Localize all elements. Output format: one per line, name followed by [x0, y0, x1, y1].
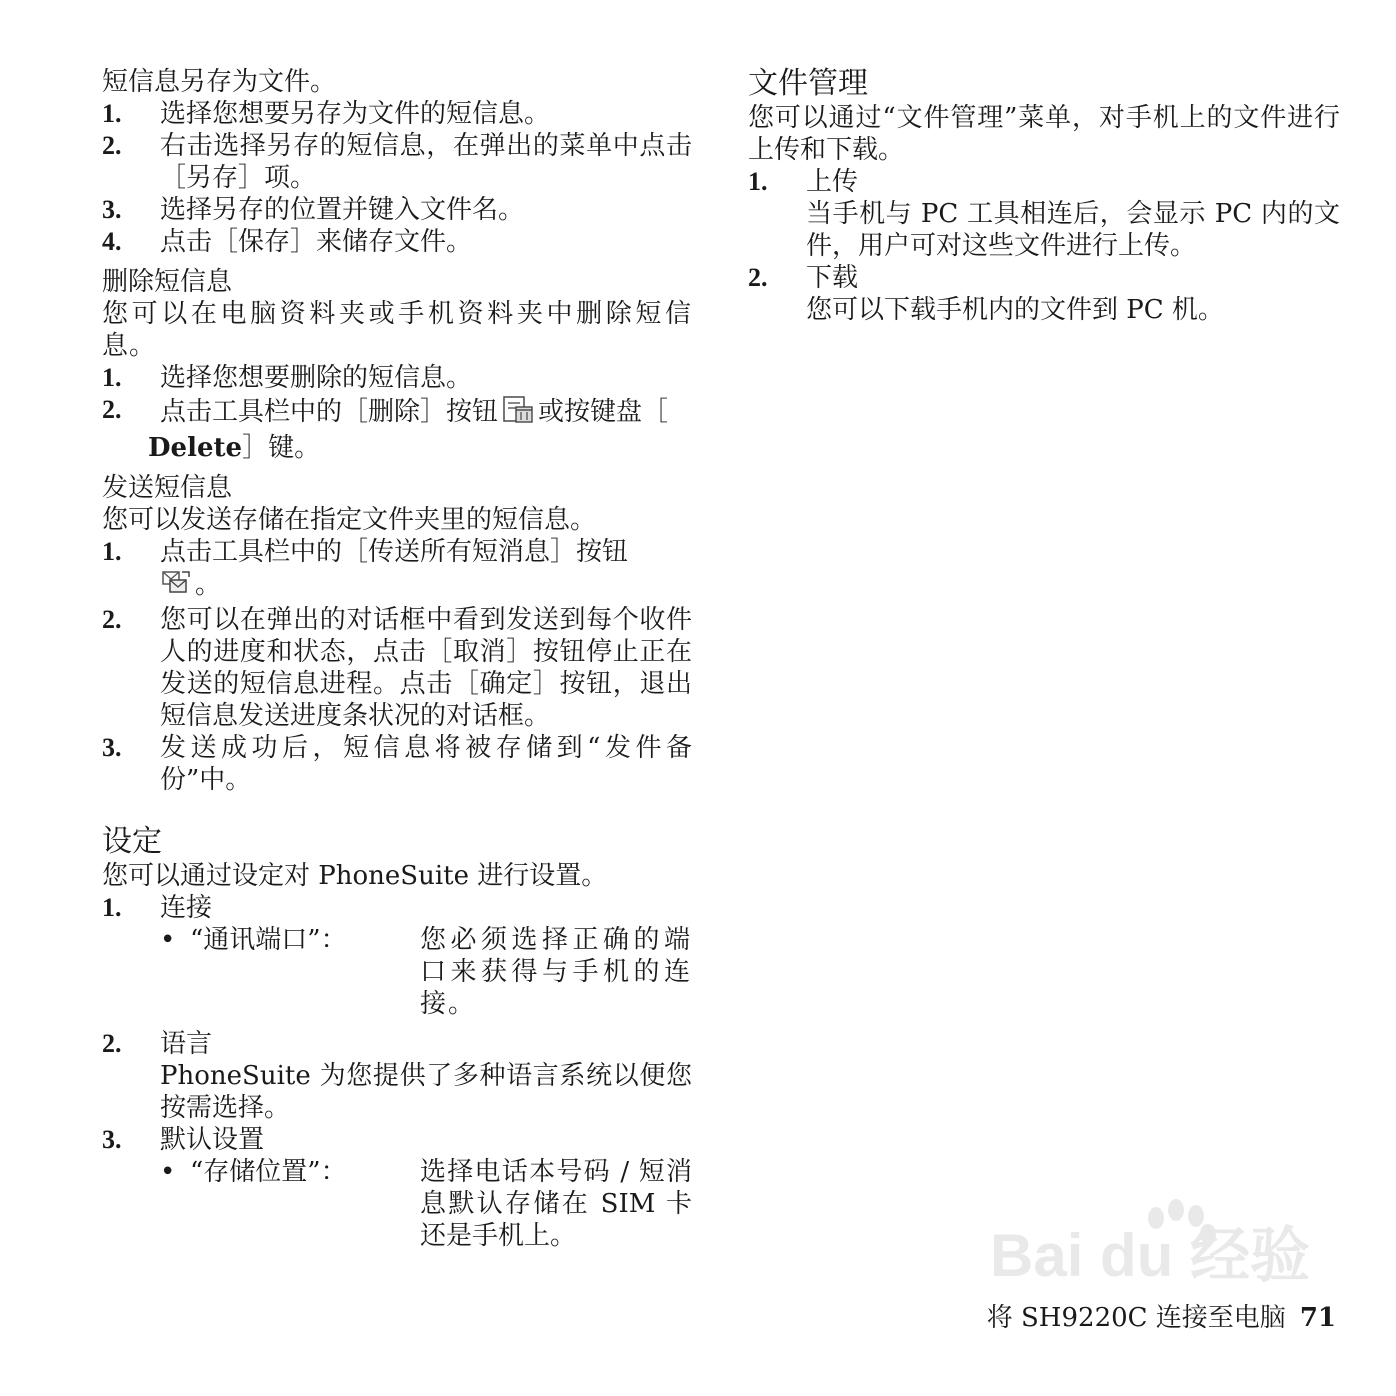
file-management-description: 您可以通过“文件管理”菜单，对手机上的文件进行上传和下载。	[748, 103, 1340, 165]
list-item	[748, 166, 1340, 198]
page-number: 71	[1299, 1303, 1336, 1333]
step-title: 默认设置	[160, 1125, 265, 1155]
step-text: 或按键盘［	[538, 397, 669, 427]
list-item	[102, 1028, 692, 1060]
step-text: 选择您想要删除的短信息。	[160, 363, 473, 393]
step-title: 连接	[160, 893, 213, 923]
list-item	[102, 130, 692, 194]
bullet-description: 选择电话本号码 / 短消息默认存储在 SIM 卡还是手机上。	[420, 1157, 692, 1251]
list-item	[102, 98, 692, 130]
step-text: 点击工具栏中的［删除］按钮	[160, 397, 499, 427]
step-number: 2.	[748, 263, 768, 292]
step-number: 3.	[102, 733, 122, 762]
bullet-label: “存储位置”：	[190, 1157, 347, 1187]
list-item	[102, 362, 692, 394]
step-number: 1.	[102, 893, 122, 922]
footer-text: 将 SH9220C 连接至电脑	[986, 1303, 1286, 1333]
step-text: 点击［保存］来储存文件。	[160, 227, 473, 257]
step-number: 4.	[102, 227, 122, 256]
list-item	[102, 194, 692, 226]
page-footer	[987, 1302, 1336, 1334]
file-management-title: 文件管理	[748, 66, 868, 101]
step-text: ］键。	[242, 433, 321, 463]
step-number: 1.	[102, 537, 122, 566]
list-item-body: PhoneSuite 为您提供了多种语言系统以便您按需选择。	[160, 1061, 692, 1123]
step-title: 下载	[806, 263, 859, 293]
step-text: 点击工具栏中的［传送所有短消息］按钮	[160, 537, 629, 567]
bullet-item	[102, 924, 692, 1020]
list-item	[102, 394, 692, 464]
list-item	[102, 226, 692, 258]
list-item	[102, 732, 692, 796]
bullet-dot: •	[160, 925, 176, 955]
save-steps	[102, 98, 692, 258]
delete-heading: 删除短信息	[102, 267, 233, 297]
step-text: 发送成功后，短信息将被存储到“发件备份”中。	[160, 733, 692, 795]
svg-text:Bai du 经验: Bai du 经验	[990, 1222, 1310, 1289]
step-text: 选择另存的位置并键入文件名。	[160, 195, 525, 225]
delete-icon	[501, 394, 535, 432]
list-item	[102, 536, 692, 604]
list-item	[102, 604, 692, 732]
bullet-label: “通讯端口”：	[190, 925, 347, 955]
step-number: 1.	[102, 363, 122, 392]
list-item	[102, 892, 692, 924]
right-column	[748, 66, 1340, 326]
step-text: 右击选择另存的短信息，在弹出的菜单中点击［另存］项。	[160, 131, 692, 193]
delete-description: 您可以在电脑资料夹或手机资料夹中删除短信息。	[102, 299, 692, 361]
send-all-icon	[160, 568, 192, 604]
step-number: 2.	[102, 605, 122, 634]
bullet-item	[102, 1156, 692, 1252]
intro-text: 短信息另存为文件。	[102, 67, 337, 97]
key-name: Delete	[148, 433, 243, 463]
step-text: 您可以在弹出的对话框中看到发送到每个收件人的进度和状态，点击［取消］按钮停止正在发送的短信息进程。点击［确定］按钮，退出短信息发送进度条状况的对话框。	[160, 605, 692, 731]
bullet-description: 您必须选择正确的端口来获得与手机的连接。	[420, 925, 692, 1019]
settings-description: 您可以通过设定对 PhoneSuite 进行设置。	[102, 861, 608, 891]
step-number: 2.	[102, 1029, 122, 1058]
step-number: 1.	[102, 99, 122, 128]
left-column	[102, 66, 692, 1252]
list-item	[102, 1124, 692, 1156]
step-number: 1.	[748, 167, 768, 196]
baidu-watermark-logo	[990, 1188, 1310, 1298]
settings-title: 设定	[102, 824, 162, 859]
bullet-dot: •	[160, 1157, 176, 1187]
step-text: 选择您想要另存为文件的短信息。	[160, 99, 551, 129]
step-title: 上传	[806, 167, 859, 197]
send-heading: 发送短信息	[102, 473, 233, 503]
step-text: 。	[195, 570, 222, 600]
list-item-body: 您可以下载手机内的文件到 PC 机。	[806, 295, 1224, 325]
step-title: 语言	[160, 1029, 213, 1059]
step-number: 2.	[102, 395, 122, 424]
step-number: 3.	[102, 195, 122, 224]
step-number: 2.	[102, 131, 122, 160]
list-item-body: 当手机与 PC 工具相连后，会显示 PC 内的文件，用户可对这些文件进行上传。	[806, 199, 1340, 261]
step-number: 3.	[102, 1125, 122, 1154]
list-item	[748, 262, 1340, 294]
send-description: 您可以发送存储在指定文件夹里的短信息。	[102, 505, 597, 535]
